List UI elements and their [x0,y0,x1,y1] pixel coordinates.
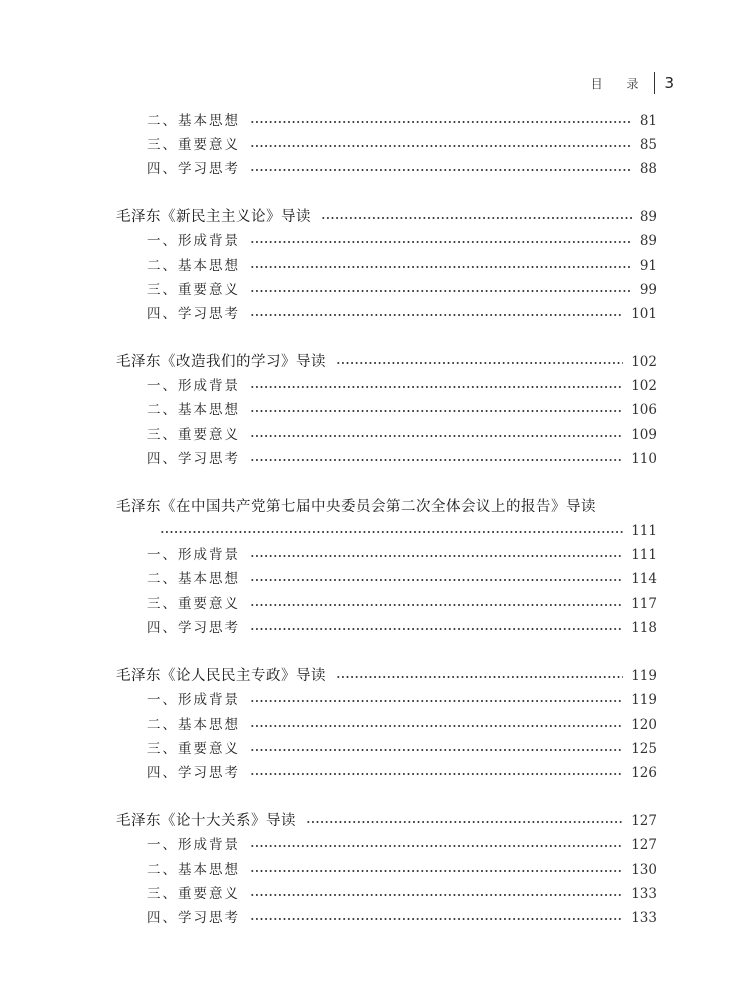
toc-chapter-title: 毛泽东《改造我们的学习》导读 [116,354,326,370]
dot-leader [250,169,632,171]
dot-leader [250,555,623,557]
toc-chapter-page: 119 [631,668,657,684]
toc-entry[interactable] [147,110,657,132]
toc-entry-label: 二、基本思想 [147,571,240,587]
toc-entry-page: 126 [631,765,657,781]
toc-entry[interactable] [147,907,657,929]
toc-entry[interactable] [147,762,657,784]
toc-entry-page: 99 [639,282,657,298]
toc-chapter-title: 毛泽东《论十大关系》导读 [116,813,296,829]
toc-entry[interactable] [147,689,657,711]
running-head [591,72,674,94]
toc-entry-label: 二、基本思想 [147,258,240,274]
toc-entry-page: 133 [631,886,657,902]
toc-entry-page: 88 [639,161,657,177]
dot-leader [250,918,623,920]
toc-entry-label: 四、学习思考 [147,620,240,636]
toc-entry-page: 109 [631,427,657,443]
toc-entry-page: 102 [631,378,657,394]
page-number: 3 [664,74,674,92]
toc-chapter[interactable] [116,351,657,373]
toc-entry[interactable] [147,375,657,397]
dot-leader [321,217,632,219]
dot-leader [336,362,623,364]
toc-entry-label: 四、学习思考 [147,451,240,467]
toc-entry-label: 一、形成背景 [147,378,240,394]
toc-entry-label: 二、基本思想 [147,113,240,129]
toc-entry[interactable] [147,738,657,760]
dot-leader [250,314,623,316]
toc-entry[interactable] [147,593,657,615]
dot-leader [250,579,623,581]
toc-entry-page: 127 [631,837,657,853]
dot-leader [250,894,623,896]
dot-leader [250,700,623,702]
toc-chapter-title: 毛泽东《新民主主义论》导读 [116,209,311,225]
toc-entry[interactable] [147,255,657,277]
toc-chapter[interactable] [116,810,657,832]
dot-leader [250,749,623,751]
toc-entry[interactable] [147,544,657,566]
toc-entry-page: 106 [631,402,657,418]
toc-entry-page: 85 [639,137,657,153]
toc-entry[interactable] [147,834,657,856]
toc-entry[interactable] [147,448,657,470]
toc-entry[interactable] [147,424,657,446]
dot-leader [250,459,623,461]
running-head-divider [654,72,655,94]
toc-entry-page: 111 [631,547,657,563]
toc-entry-page: 130 [631,862,657,878]
toc-entry-page: 91 [639,258,657,274]
toc-entry[interactable] [147,883,657,905]
toc-entry[interactable] [147,230,657,252]
dot-leader [250,410,623,412]
dot-leader [250,266,632,268]
toc-entry-page: 89 [639,233,657,249]
dot-leader [250,435,623,437]
toc-entry[interactable] [147,399,657,421]
dot-leader [250,725,623,727]
dot-leader [250,773,623,775]
dot-leader [306,821,623,823]
toc-entry-label: 四、学习思考 [147,306,240,322]
toc-entry[interactable] [147,568,657,590]
dot-leader [336,676,623,678]
dot-leader [250,241,632,243]
toc-entry-label: 三、重要意义 [147,886,240,902]
toc-chapter-page: 89 [639,209,657,225]
dot-leader [250,604,623,606]
toc-entry-label: 二、基本思想 [147,402,240,418]
toc-entry-label: 一、形成背景 [147,547,240,563]
toc-entry-label: 二、基本思想 [147,862,240,878]
toc-entry-label: 三、重要意义 [147,427,240,443]
toc-entry-label: 一、形成背景 [147,233,240,249]
dot-leader [250,386,623,388]
toc-chapter-title: 毛泽东《论人民民主专政》导读 [116,668,326,684]
toc-entry[interactable] [147,158,657,180]
dot-leader [250,145,632,147]
toc-entry-label: 四、学习思考 [147,161,240,177]
toc-entry-page: 120 [631,717,657,733]
dot-leader [250,870,623,872]
toc-chapter[interactable] [116,206,657,228]
toc-entry-page: 119 [631,692,657,708]
toc-entry-page: 118 [631,620,657,636]
toc-chapter-title: 毛泽东《在中国共产党第七届中央委员会第二次全体会议上的报告》导读 [116,499,596,515]
toc-entry[interactable] [147,859,657,881]
toc-entry[interactable] [147,714,657,736]
toc-entry-label: 三、重要意义 [147,596,240,612]
toc-entry-page: 81 [639,113,657,129]
toc-entry-label: 三、重要意义 [147,741,240,757]
toc-entry-label: 二、基本思想 [147,717,240,733]
dot-leader [250,845,623,847]
toc-entry-label: 一、形成背景 [147,837,240,853]
toc-entry-page: 117 [631,596,657,612]
toc-chapter[interactable] [116,496,657,518]
toc-entry-page: 133 [631,910,657,926]
toc-entry[interactable] [147,617,657,639]
running-head-label: 目 录 [590,76,649,91]
toc-entry-label: 三、重要意义 [147,137,240,153]
toc-entry-label: 四、学习思考 [147,765,240,781]
toc-entry[interactable] [147,134,657,156]
toc-chapter-page: 127 [631,813,657,829]
toc-entry-page: 125 [631,741,657,757]
dot-leader [250,290,632,292]
toc-entry-label: 一、形成背景 [147,692,240,708]
toc-entry-page: 101 [631,306,657,322]
toc-entry[interactable] [147,303,657,325]
toc-entry-page: 114 [631,571,657,587]
dot-leader [160,531,623,533]
dot-leader [250,121,632,123]
toc-chapter[interactable] [116,665,657,687]
toc-chapter-page: 111 [631,523,657,539]
toc-chapter-continuation[interactable] [160,520,657,542]
toc-entry[interactable] [147,279,657,301]
dot-leader [250,628,623,630]
toc-entry-label: 三、重要意义 [147,282,240,298]
toc-entry-label: 四、学习思考 [147,910,240,926]
toc-chapter-page: 102 [631,354,657,370]
toc-entry-page: 110 [631,451,657,467]
